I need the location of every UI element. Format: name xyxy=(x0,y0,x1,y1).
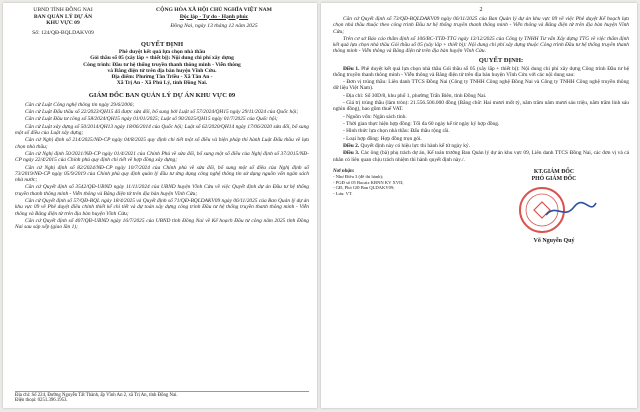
article-1-item: - Nguồn vốn: Ngân sách tỉnh. xyxy=(343,113,407,120)
issuing-authority xyxy=(15,7,111,36)
legal-basis-paragraph: Căn cứ Quyết định số 57/QĐ-BQL ngày 18/4/2025 và Quyết định số 71/QĐ-BQLDAKV09 ngày 06/11/2025 của Ban Quản lý dự án khu vực 09 về Phê duyệt điều chỉnh thiết kế chi tiết và dự toán xây dựng công trình Đầu tư hệ thống truyền thanh thông minh - Viễn thông và Băng điện tử trên địa bàn huyện Vĩnh Cửu; xyxy=(15,198,309,217)
legal-basis-paragraph: Căn cứ Luật Công nghệ thông tin ngày 29/6/2006; xyxy=(25,101,135,108)
signature-section xyxy=(333,169,629,244)
decision-heading: QUYẾT ĐỊNH: xyxy=(478,56,524,64)
article-2 xyxy=(333,143,629,149)
nation-name: CỘNG HÒA XÃ HỘI CHỦ NGHĨA VIỆT NAM xyxy=(156,7,272,13)
document-subject xyxy=(15,49,309,87)
article-3-label: Điều 3. xyxy=(343,150,360,157)
national-motto: Độc lập - Tự do - Hạnh phúc xyxy=(179,13,249,20)
authority-line-3: KHU VỰC 09 xyxy=(46,20,80,27)
legal-basis-paragraph: Căn cứ Nghị định 50/2021/NĐ-CP ngày 01/4/2021 của Chính Phủ về sửa đổi, bổ sung một số điều của Nghị định số 37/2015/NĐ-CP ngày 22/4/2015 của Chính phủ quy định chi tiết về hợp đồng xây dựng; xyxy=(15,150,309,164)
recipient-line: - PGĐ số 05 Bacaiz KBNN KV XVII; xyxy=(333,179,404,185)
article-2-text: Quyết định này có hiệu lực thi hành kể từ ngày ký. xyxy=(359,143,470,150)
authority-line-1: UBND TỈNH ĐỒNG NAI xyxy=(33,7,93,13)
document-page-1 xyxy=(3,3,317,408)
legal-basis-paragraph: Căn cứ Luật Đấu thầu số 22/2023/QH15 đã được sửa đổi, bổ sung bởi Luật số 57/2024/QH15 ngày 29/11/2024 của Quốc hội; xyxy=(25,109,299,116)
footer-address: Địa chỉ: Số 224, Đường Nguyễn Tất Thành, ấp Vĩnh An 2, xã Trị An, tỉnh Đồng Nai. xyxy=(15,392,178,398)
article-1 xyxy=(333,66,629,79)
signer-block xyxy=(479,169,629,244)
official-stamp-and-signature xyxy=(504,185,604,235)
article-1-item: - Giá trị trúng thầu (làm tròn): 21.556.506.000 đồng (Bằng chữ: Hai mươi mốt tỷ, năm trăm năm mươi sáu triệu, năm trăm linh sáu nghìn đồng), bao gồm thuế VAT. xyxy=(333,100,629,113)
subject-line: Phê duyệt kết quả lựa chọn nhà thầu xyxy=(118,48,206,55)
article-1-item: - Đơn vị trúng thầu: Liên danh TTCS Đồng Nai (Công ty TNHH Công nghệ Đồng Nai và Công ty TNHH Công nghệ truyền thông dữ liệu Việt Nam). xyxy=(333,79,629,92)
legal-basis-paragraph: Căn cứ Luật xây dựng số 50/2014/QH13 ngày 18/06/2014 của Quốc hội; Luật số 62/2020/QH14 ngày 17/06/2020 sửa đổi, bổ sung một số điều của Luật xây dựng; xyxy=(15,123,309,137)
recipient-line: - Lưu: VT. xyxy=(333,190,353,196)
article-1-label: Điều 1. xyxy=(343,65,360,72)
document-title: QUYẾT ĐỊNH xyxy=(140,41,184,49)
signer-position: PHÓ GIÁM ĐỐC xyxy=(531,175,577,182)
article-3 xyxy=(333,150,629,163)
legal-basis-paragraph: Căn cứ Nghị định số 214/2025/NĐ-CP ngày 04/8/2025 quy định chi tiết một số điều và biện pháp thi hành Luật Đấu thầu về lựa chọn nhà thầu; xyxy=(15,137,309,150)
article-3-text: Các ông (bà) phụ trách dự án, Kế toán trưởng Ban Quản lý dự án khu vực 09, Liên danh TTCS Đồng Nai, các đơn vị và cá nhân có liên quan chịu trách nhiệm thi hành quyết định này./. xyxy=(333,150,629,163)
handwritten-signature xyxy=(546,202,596,214)
page1-header xyxy=(15,7,309,36)
national-header xyxy=(119,7,309,36)
legal-basis-paragraph: Căn cứ Quyết định số 407/QĐ-UBND ngày 16/7/2025 của UBND tỉnh Đồng Nai về Kế hoạch Đầu tư công năm 2025 tỉnh Đồng Nai sau sáp xếp (giao lần 1); xyxy=(15,217,309,231)
article-2-label: Điều 2. xyxy=(343,143,360,150)
article-1-item: - Địa chỉ: Số 30D/8, khu phố 1, phường Trấn Biên, tỉnh Đồng Nai. xyxy=(343,92,487,99)
article-1-item: - Thời gian thực hiện hợp đồng: Tối đa 60 ngày kể từ ngày ký hợp đồng. xyxy=(343,121,500,128)
subject-line: Xã Trị An - Xã Phú Lý, tỉnh Đồng Nai. xyxy=(116,80,208,87)
legal-basis-paragraph: Căn cứ Quyết định số 3542/QĐ-UBND ngày 11/11/2024 của UBND huyện Vĩnh Cửu về việc Quyết định dự án Đầu tư hệ thống truyền thanh thông minh - Viễn thông và Băng điện tử trên địa bàn huyện Vĩnh Cửu; xyxy=(15,184,309,197)
director-heading: GIÁM ĐỐC BAN QUẢN LÝ DỰ ÁN KHU VỰC 09 xyxy=(88,91,236,99)
subject-line: Gói thầu số 05 (xây lắp + thiết bị): Nội dung chi phí xây dựng xyxy=(90,55,234,62)
document-date: Đồng Nai, ngày 13 tháng 12 năm 2025 xyxy=(170,23,258,30)
recipient-line: - Như Điều 3 (để thi hành); xyxy=(333,174,384,180)
page1-footer xyxy=(15,391,309,404)
article-1-item: - Hình thức lựa chọn nhà thầu: Đấu thầu rộng rãi. xyxy=(343,128,450,135)
page-number: 2 xyxy=(479,7,483,13)
legal-basis-paragraph: Căn cứ Nghị định số 82/2024/NĐ-CP ngày 10/7/2024 của Chính phủ về sửa đổi, bổ sung một số điều của Nghị định số 73/2019/NĐ-CP ngày 05/9/2019 của Chính phủ quy định quản lý đầu tư ứng dụng công nghệ thông tin sử dụng nguồn vốn ngân sách nhà nước; xyxy=(15,164,309,184)
legal-basis-paragraph: Trên cơ sở Báo cáo thẩm định số 106/BC-TTĐ-TTG ngày 13/12/2025 của Công ty TNHH Tư vấn Xây dựng TTG về việc thẩm định kết quả lựa chọn nhà thầu Gói thầu số 05 (xây lắp + thiết bị): Nội dung chi phí xây dựng thuộc Công trình Đầu tư hệ thống truyền thanh thông minh - Viễn thông và Băng điện tử trên địa bàn huyện Vĩnh Cửu. xyxy=(333,35,629,55)
subject-line: Công trình: Đầu tư hệ thống truyền thanh thông minh - Viễn thông xyxy=(83,61,241,68)
subject-line: Địa điểm: Phường Tân Triều - Xã Tân An - xyxy=(111,74,213,81)
stamp-emblem xyxy=(534,202,550,218)
legal-basis-paragraph: Căn cứ Quyết định số 73/QĐ-BQLDAKV09 ngày 06/11/2025 của Ban Quản lý dự án khu vực 09 về việc Phê duyệt Kế hoạch lựa chọn nhà thầu thuộc theo công trình Đầu tư hệ thống truyền thanh thông minh - Viễn thông và Băng điện tử trên địa bàn huyện Vĩnh Cửu; xyxy=(333,16,629,35)
footer-phone: Điện thoại: 0251.396.1953. xyxy=(15,398,68,404)
recipients-title: Nơi nhận: xyxy=(333,168,355,174)
recipients-list xyxy=(333,169,445,244)
authority-line-2: BAN QUẢN LÝ DỰ ÁN xyxy=(33,13,93,20)
document-number: Số: 124/QĐ-BQLDAKV09 xyxy=(32,29,94,36)
signer-name: Võ Nguyễn Quý xyxy=(533,237,575,244)
legal-basis-paragraph: Căn cứ Luật Đầu tư công số 58/2024/QH15 ngày 01/01/2025; Luật số 90/2025/QH15 ngày 01/7/2025 của Quốc hội; xyxy=(25,116,278,123)
article-1-item: - Loại hợp đồng: Hợp đồng trọn gói. xyxy=(343,135,422,142)
subject-line: và Băng điện tử trên địa bàn huyện Vĩnh Cửu. xyxy=(107,67,217,74)
signer-authority: KT.GIÁM ĐỐC xyxy=(533,168,575,175)
article-1-text: Phê duyệt kết quả lựa chọn nhà thầu Gói thầu số 05 (xây lắp + thiết bị): Nội dung chi phí xây dựng Công trình Đầu tư hệ thống truyền thanh thông minh - Viễn thông và Băng điện tử trên địa bàn huyện Vĩnh Cửu với các nội dung sau: xyxy=(333,65,629,78)
document-page-2 xyxy=(321,3,637,408)
recipient-line: - GĐ, Phó GĐ Ban QLDAKV09; xyxy=(333,185,395,191)
